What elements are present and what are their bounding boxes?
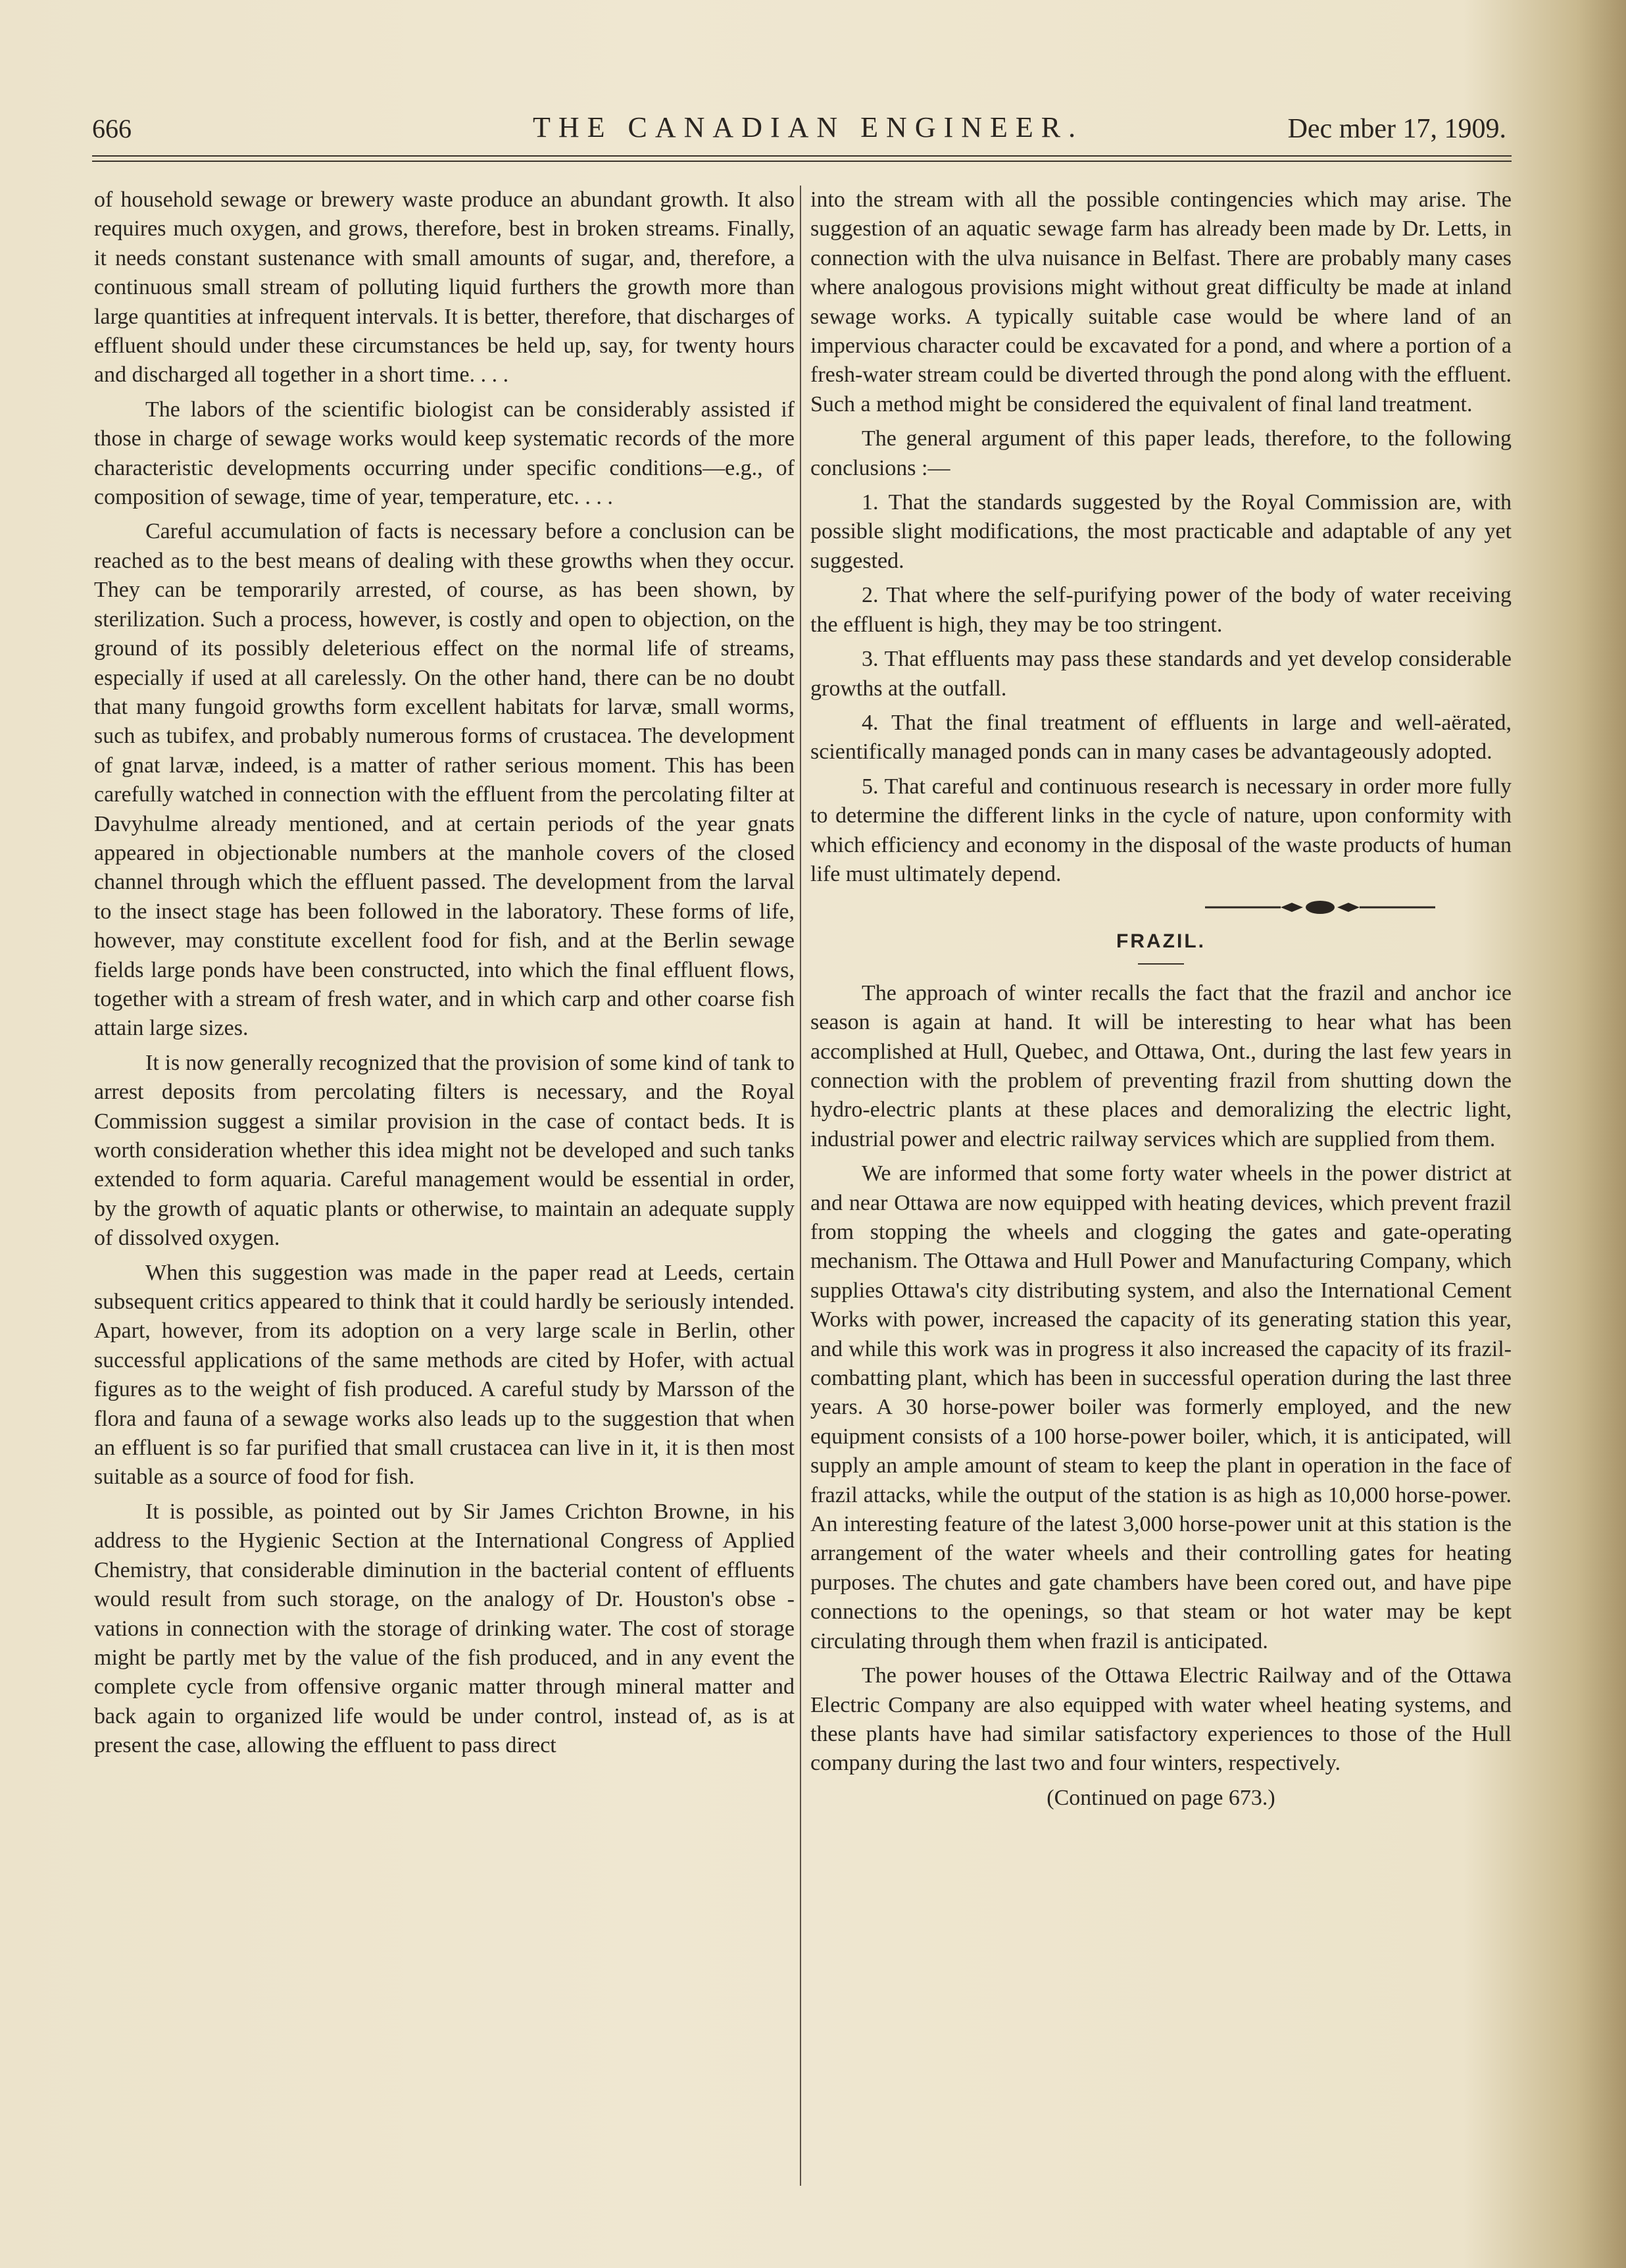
paragraph: The approach of winter recalls the fact that the frazil and anchor ice season is again at hand. It will be interesting to hear what has been accomplished at Hull, Quebec, and Ottawa, Ont., during the last few years in connection with the problem of preventing frazil from shutting down the hydro-electric plants at these places and demoralizing the electric light, industrial power and electric railway services which are supplied from them. (810, 980, 1512, 1151)
conclusion-item: 2. That where the self-purifying power of the body of water receiving the effluent is high, they may be too stringent. (810, 583, 1512, 637)
header-rule (92, 155, 1512, 157)
paragraph: The general argument of this paper leads, therefore, to the following conclusions :— (810, 426, 1512, 480)
paragraph: It is now generally recognized that the provision of some kind of tank to arrest deposits from percolating filters is necessary, and the Royal Commission suggest a similar provision in the case of contact beds. It is worth consideration whether this idea might not be developed and such tanks extended to form aquaria. Careful management would be essential in order, by the growth of aquatic plants or otherwise, to maintain an adequate supply of dissolved oxygen. (94, 1050, 795, 1251)
left-column (94, 186, 795, 1766)
right-column (810, 186, 1512, 1818)
issue-date: Dec mber 17, 1909. (1287, 114, 1506, 144)
conclusion-item: 4. That the final treatment of effluents in large and well-aërated, scientifically managed ponds can in many cases be advantageously adopted. (810, 710, 1512, 765)
paragraph: The labors of the scientific biologist can be considerably assisted if those in charge of sewage works would keep systematic records of the more characteristic developments occurring under specific conditions—e.g., of composition of sewage, time of year, temperature, etc. . . . (94, 397, 795, 510)
journal-title: THE CANADIAN ENGINEER. (533, 111, 1084, 143)
conclusion-item: 5. That careful and continuous research is necessary in order more fully to determine the different links in the cycle of nature, upon conformity with which efficiency and economy in the disposal of the waste products of human life must ultimately depend. (810, 774, 1512, 886)
page-number: 666 (92, 114, 132, 143)
conclusion-item: 1. That the standards suggested by the Royal Commission are, with possible slight modifications, the most practicable and adaptable of any yet suggested. (810, 490, 1512, 573)
page-header (92, 105, 1506, 151)
paragraph: The power houses of the Ottawa Electric Railway and of the Ottawa Electric Company are also equipped with water wheel heating systems, and these plants have had similar satisfactory experiences to those of the Hull company during the last two and four winters, respectively. (810, 1663, 1512, 1776)
paragraph: Careful accumulation of facts is necessary before a conclusion can be reached as to the best means of dealing with these growths when they occur. They can be temporarily arrested, of course, as has been shown, by sterilization. Such a process, however, is costly and open to objection, on the ground of its possibly deleterious effect on the normal life of streams, especially if used at all carelessly. On the other hand, there can be no doubt that many fungoid growths form excellent habitats for larvæ, small worms, such as tubifex, and probably numerous forms of crustacea. The development of gnat larvæ, indeed, is a matter of rather serious moment. This has been carefully watched in connection with the effluent from the percolating filter at Davyhulme already mentioned, and at certain periods of the year gnats appeared in objectionable numbers at the manhole covers of the closed channel through which the effluent passed. The development from the larval to the insect stage has been followed in the laboratory. These forms of life, however, may constitute excellent food for fish, and at the Berlin sewage fields large ponds have been constructed, into which the final effluent flows, together with a stream of fresh water, and in which carp and other coarse fish attain large sizes. (94, 519, 795, 1041)
conclusion-item: 3. That effluents may pass these standards and yet develop considerable growths at the outfall. (810, 647, 1512, 701)
section-ornament (810, 894, 1512, 920)
paragraph: into the stream with all the possible contingencies which may arise. The suggestion of an aquatic sewage farm has already been made by Dr. Letts, in connection with the ulva nuisance in Belfast. There are probably many cases where analogous provisions might without great difficulty be made at inland sewage works. A typically suitable case would be where land of an impervious character could be excavated for a pond, and where a portion of a fresh-water stream could be diverted through the pond along with the effluent. Such a method might be considered the equivalent of final land treatment. (810, 188, 1512, 416)
section-title: FRAZIL. (1116, 930, 1206, 953)
paragraph: When this suggestion was made in the paper read at Leeds, certain subsequent critics appeared to think that it could hardly be seriously intended. Apart, however, from its adoption on a very large scale in Berlin, other successful applications of the same methods are cited by Hofer, with actual figures as to the weight of fish produced. A careful study by Marsson of the flora and fauna of a sewage works also leads up to the suggestion that when an effluent is so far purified that small crustacea can live in it, it is then most suitable as a source of food for fish. (94, 1260, 795, 1490)
title-rule (1138, 963, 1184, 965)
paragraph: It is possible, as pointed out by Sir James Crichton Browne, in his address to the Hygienic Section at the International Congress of Applied Chemistry, that considerable diminution in the bacterial content of effluents would result from such storage, on the analogy of Dr. Houston's obse - vations in connection with the storage of drinking water. The cost of storage might be partly met by the value of the fish produced, and in any event the complete cycle from offensive organic matter through mineral matter and back again to organized life would be under control, instead of, as is at present the case, allowing the effluent to pass direct (94, 1499, 795, 1758)
continued-note: (Continued on page 673.) (1047, 1785, 1275, 1810)
paragraph: We are informed that some forty water wheels in the power district at and near Ottawa are now equipped with heating devices, which prevent frazil from stopping the wheels and clogging the gates and gate-operating mechanism. The Ottawa and Hull Power and Manufacturing Company, which supplies Ottawa's city distributing system, and also the International Cement Works with power, increased the capacity of its generating station this year, and while this work was in progress it also increased the capacity of its frazil-combatting plant, which has been in successful operation during the last three years. A 30 horse-power boiler was formerly employed, and the new equipment consists of a 100 horse-power boiler, which, it is anticipated, will supply an ample amount of steam to keep the plant in operation in the face of frazil attacks, while the output of the station is as high as 10,000 horse-power. An interesting feature of the latest 3,000 horse-power unit at this station is the arrangement of the water wheels and their controlling gates for heating purposes. The chutes and gate chambers have been cored out, and have pipe connections to the openings, so that steam or hot water may be kept circulating through them when frazil is anticipated. (810, 1161, 1512, 1653)
paragraph: of household sewage or brewery waste produce an abundant growth. It also requires much oxygen, and grows, therefore, best in broken streams. Finally, it needs constant sustenance with small amounts of sugar, and, therefore, a continuous small stream of polluting liquid furthers the growth more than large quantities at infrequent intervals. It is better, therefore, that discharges of effluent should under these circumstances be held up, say, for twenty hours and discharged all together in a short time. . . . (94, 188, 795, 388)
header-rule-secondary (92, 161, 1512, 162)
column-divider (800, 186, 801, 2186)
